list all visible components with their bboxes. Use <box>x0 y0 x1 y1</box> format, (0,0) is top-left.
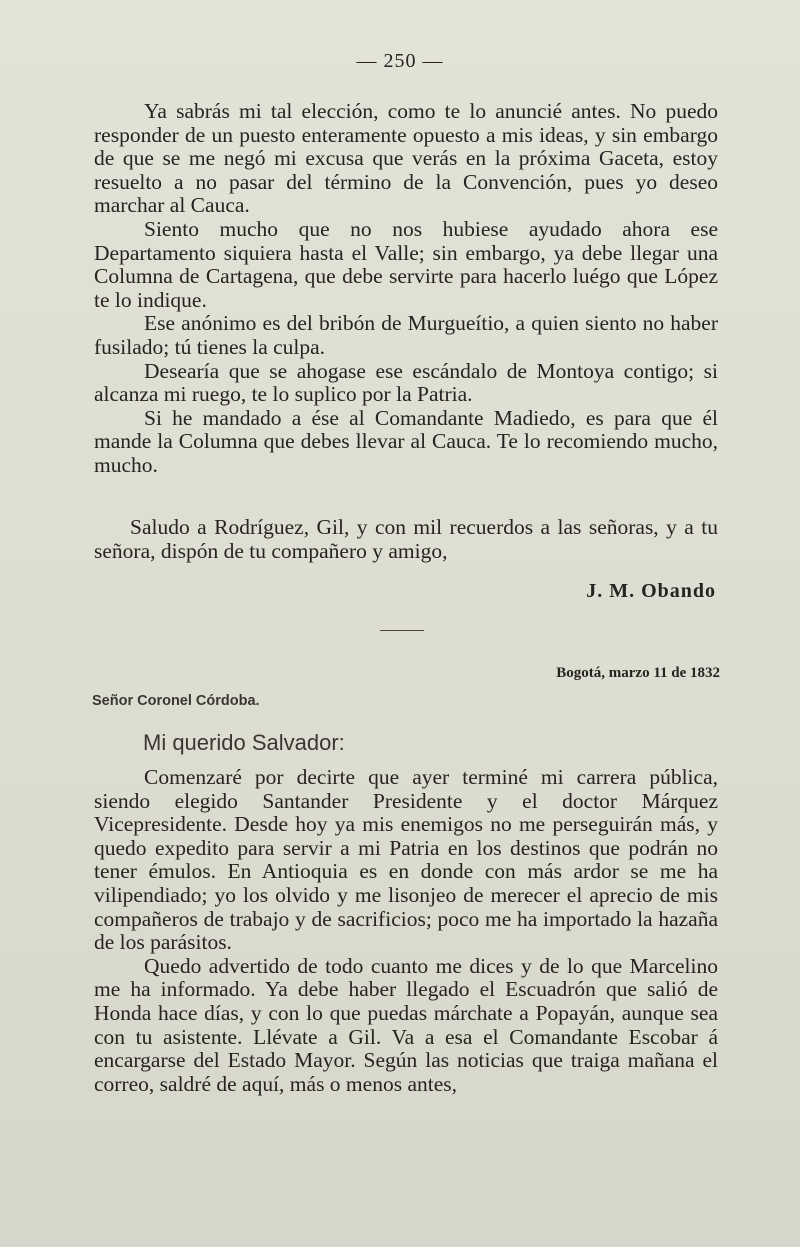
letter-1-paragraph: Si he mandado a ése al Comandante Madiedo, es para que él mande la Columna que debes llevar al Cauca. Te lo recomiendo mucho, mucho. <box>94 405 718 477</box>
signature: J. M. Obando <box>586 580 716 602</box>
letter-2-paragraph: Quedo advertido de todo cuanto me dices y de lo que Marcelino me ha informado. Ya debe haber llegado el Escuadrón que salió de Honda hace días, y con lo que puedas márchate a Popayán, aunque sea con tu asistente. Llévate a Gil. Va a esa el Comandante Escobar á encargarse del Estado Mayor. Según las noticias que traiga mañana el correo, saldré de aquí, más o menos antes, <box>94 953 718 1096</box>
letter-1-paragraph: Ya sabrás mi tal elección, como te lo anuncié antes. No puedo responder de un puesto enteramente opuesto a mis ideas, y sin embargo de que se me negó mi excusa que verás en la próxima Gaceta, estoy resuelto a no pasar del término de la Convención, pues yo deseo marchar al Cauca. <box>94 99 718 218</box>
dateline: Bogotá, marzo 11 de 1832 <box>556 665 720 681</box>
separator-rule <box>380 630 424 631</box>
page-number: — 250 — <box>356 50 444 72</box>
letter-1-closing <box>94 516 718 563</box>
closing-paragraph: Saludo a Rodríguez, Gil, y con mil recuerdos a las señoras, y a tu señora, dispón de tu compañero y amigo, <box>94 515 718 563</box>
letter-1-body <box>94 100 718 478</box>
salutation: Mi querido Salvador: <box>143 730 345 755</box>
letter-1-paragraph: Desearía que se ahogase ese escándalo de Montoya contigo; si alcanza mi ruego, te lo suplico por la Patria. <box>94 358 718 407</box>
letter-1-paragraph: Siento mucho que no nos hubiese ayudado ahora ese Departamento siquiera hasta el Valle; sin embargo, ya debe llegar una Columna de Cartagena, que debe servirte para hacerlo luégo que López te lo indique. <box>94 216 718 312</box>
addressee: Señor Coronel Córdoba. <box>92 693 260 709</box>
letter-2-paragraph: Comenzaré por decirte que ayer terminé mi carrera pública, siendo elegido Santander Presidente y el doctor Márquez Vicepresidente. Desde hoy ya mis enemigos no me perseguirán más, y quedo expedito para servir a mi Patria en los destinos que podrán no tener émulos. En Antioquia es en donde con más ardor se me ha vilipendiado; yo los olvido y me lisonjeo de merecer el aprecio de mis compañeros de trabajo y de sacrificios; poco me ha importado la hazaña de los parásitos. <box>94 765 718 955</box>
letter-1-paragraph: Ese anónimo es del bribón de Murgueítio, a quien siento no haber fusilado; tú tienes la culpa. <box>94 311 718 359</box>
letter-2-body <box>94 766 718 1096</box>
